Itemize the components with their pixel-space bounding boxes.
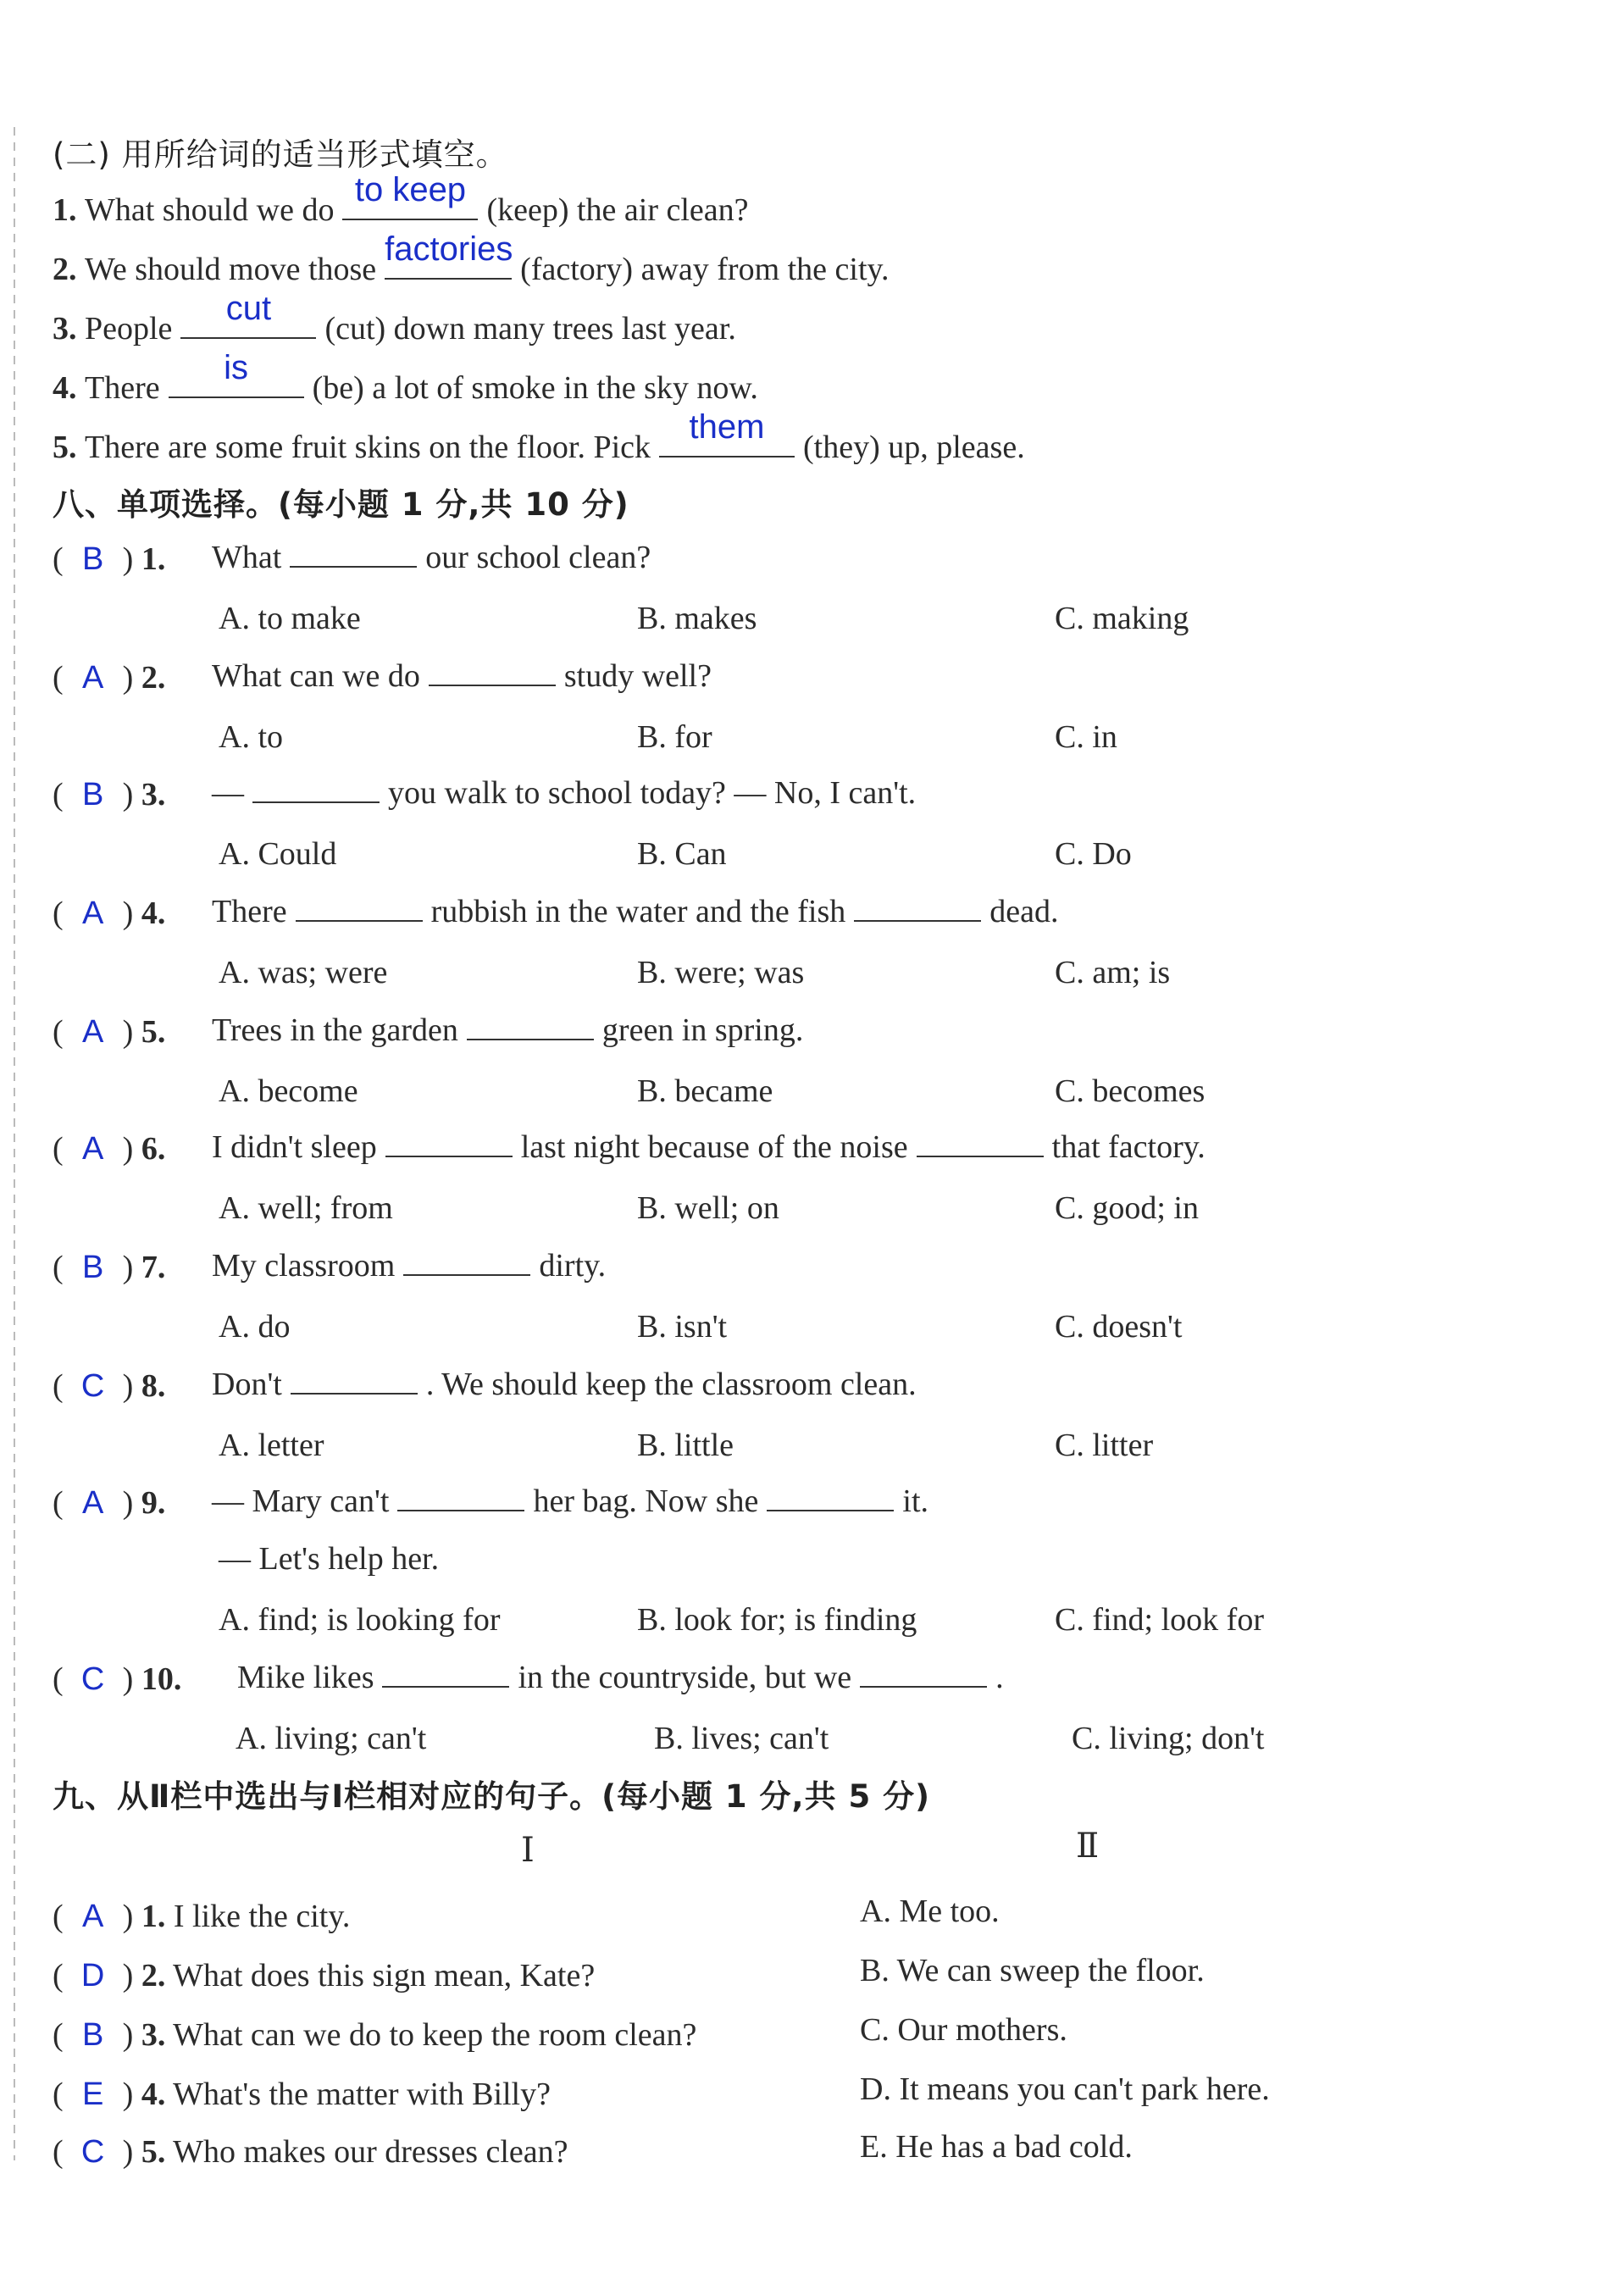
answer-paren — [53, 1957, 595, 1994]
question-number: 8. — [133, 1368, 166, 1404]
handwritten-answer: A — [81, 896, 104, 931]
question-number: 2. — [53, 252, 85, 287]
paren-open: ( — [53, 1958, 64, 1993]
answer-paren — [53, 1661, 181, 1698]
answer-blank[interactable] — [403, 1244, 530, 1276]
answer-paren — [53, 659, 165, 696]
question-number: 4. — [53, 370, 85, 406]
answer-blank[interactable] — [385, 230, 513, 280]
answer-blank[interactable] — [291, 1362, 418, 1395]
match-option[interactable]: A. Me too. — [860, 1894, 1000, 1929]
question-number: 5. — [53, 430, 85, 465]
answer-paren — [53, 895, 165, 932]
question-text: in the countryside, but we — [518, 1660, 852, 1695]
handwritten-answer: is — [224, 349, 249, 386]
choice-question — [212, 890, 1059, 932]
option-a[interactable]: A. living; can't — [236, 1721, 427, 1756]
column-one-header: Ⅰ — [521, 1831, 535, 1869]
match-option[interactable]: C. Our mothers. — [860, 2012, 1067, 2048]
paren-open: ( — [53, 896, 64, 931]
option-a[interactable]: A. well; from — [219, 1190, 393, 1226]
question-extra-line — [219, 1539, 439, 1579]
option-c[interactable]: C. making — [1055, 601, 1189, 636]
answer-paren — [53, 541, 165, 578]
question-number: 5. — [133, 1014, 166, 1050]
question-number: 6. — [133, 1131, 166, 1167]
question-text: — — [212, 775, 244, 811]
option-a[interactable]: A. to — [219, 719, 283, 755]
option-b[interactable]: B. were; was — [637, 955, 805, 990]
answer-blank[interactable] — [296, 890, 423, 922]
option-a[interactable]: A. to make — [219, 601, 361, 636]
option-b[interactable]: B. Can — [637, 836, 727, 872]
answer-blank[interactable] — [854, 890, 981, 922]
handwritten-answer: to keep — [354, 171, 467, 208]
answer-paren — [53, 2133, 568, 2171]
handwritten-answer: A — [81, 1899, 104, 1934]
answer-blank[interactable] — [659, 408, 795, 457]
paren-open: ( — [53, 1899, 64, 1934]
answer-blank[interactable] — [917, 1125, 1044, 1157]
match-option[interactable]: D. It means you can't park here. — [860, 2071, 1270, 2107]
question-text: I didn't sleep — [212, 1129, 377, 1165]
question-number: 5. — [133, 2134, 166, 2170]
option-a[interactable]: A. become — [219, 1073, 358, 1109]
paren-open: ( — [53, 541, 64, 577]
handwritten-answer: cut — [225, 290, 272, 327]
paren-open: ( — [53, 2134, 64, 2170]
question-text: What should we do — [85, 192, 335, 228]
choice-question — [212, 1362, 917, 1405]
question-text: — Mary can't — [212, 1483, 390, 1519]
option-c[interactable]: C. living; don't — [1072, 1721, 1265, 1756]
option-c[interactable]: C. find; look for — [1055, 1602, 1264, 1638]
question-number: 1. — [53, 192, 85, 228]
option-b[interactable]: B. became — [637, 1073, 773, 1109]
margin-line — [14, 127, 15, 2160]
paren-open: ( — [53, 1014, 64, 1050]
handwritten-answer: A — [81, 1014, 104, 1050]
option-c[interactable]: C. doesn't — [1055, 1309, 1183, 1345]
paren-close: ) — [122, 1131, 134, 1167]
option-c[interactable]: C. good; in — [1055, 1190, 1199, 1226]
paren-open: ( — [53, 1368, 64, 1404]
question-number: 10. — [133, 1661, 182, 1697]
question-text: What's the matter with Billy? — [165, 2077, 551, 2112]
paren-close: ) — [122, 1014, 134, 1050]
answer-blank[interactable] — [429, 654, 556, 686]
handwritten-answer: C — [80, 1368, 105, 1404]
section-fill-title: (二) 用所给词的适当形式填空。 — [53, 136, 508, 173]
question-number: 3. — [53, 311, 85, 347]
option-b[interactable]: B. look for; is finding — [637, 1602, 917, 1638]
handwritten-answer: factories — [385, 230, 513, 268]
paren-close: ) — [122, 660, 134, 696]
handwritten-answer: A — [81, 660, 104, 696]
paren-open: ( — [53, 777, 64, 812]
option-a[interactable]: A. do — [219, 1309, 291, 1345]
question-text: There are some fruit skins on the floor. Pick — [85, 430, 651, 465]
answer-blank[interactable] — [252, 771, 380, 803]
answer-blank[interactable] — [290, 535, 417, 568]
paren-close: ) — [122, 1958, 134, 1993]
fill-question — [53, 349, 758, 408]
paren-close: ) — [122, 1368, 134, 1404]
question-text: We should move those — [85, 252, 377, 287]
choice-question — [212, 1125, 1206, 1167]
answer-paren — [53, 1249, 165, 1286]
handwritten-answer: A — [81, 1485, 104, 1521]
answer-paren — [53, 1898, 350, 1935]
answer-blank[interactable] — [180, 290, 316, 339]
paren-open: ( — [53, 1131, 64, 1167]
paren-close: ) — [122, 2134, 134, 2170]
handwritten-answer: C — [80, 1661, 105, 1697]
handwritten-answer: A — [81, 1131, 104, 1167]
choice-question — [212, 654, 712, 696]
option-a[interactable]: A. letter — [219, 1428, 324, 1463]
answer-blank[interactable] — [397, 1479, 524, 1511]
option-c[interactable]: C. Do — [1055, 836, 1132, 872]
question-text: (factory) away from the city. — [520, 252, 890, 287]
answer-blank[interactable] — [860, 1655, 987, 1688]
answer-blank[interactable] — [382, 1655, 509, 1688]
paren-open: ( — [53, 1250, 64, 1285]
question-text: . — [995, 1660, 1004, 1695]
question-text: Who makes our dresses clean? — [165, 2134, 568, 2170]
question-text: (be) a lot of smoke in the sky now. — [312, 370, 758, 406]
option-c[interactable]: C. litter — [1055, 1428, 1154, 1463]
option-b[interactable]: B. isn't — [637, 1309, 728, 1345]
answer-blank[interactable] — [767, 1479, 894, 1511]
answer-paren — [53, 2076, 551, 2113]
question-text: What does this sign mean, Kate? — [165, 1958, 596, 1993]
paren-close: ) — [122, 777, 134, 812]
question-text: (they) up, please. — [803, 430, 1025, 465]
question-number: 3. — [133, 777, 166, 812]
question-number: 1. — [133, 1899, 166, 1934]
paren-open: ( — [53, 660, 64, 696]
section-choice-title: 八、单项选择。(每小题 1 分,共 10 分) — [53, 486, 629, 523]
choice-question — [212, 1244, 606, 1286]
question-text: (cut) down many trees last year. — [324, 311, 736, 347]
paren-close: ) — [122, 1250, 134, 1285]
paren-open: ( — [53, 2077, 64, 2112]
paren-open: ( — [53, 1661, 64, 1697]
question-text: study well? — [563, 658, 712, 694]
match-option[interactable]: E. He has a bad cold. — [860, 2129, 1133, 2165]
question-number: 9. — [133, 1485, 166, 1521]
question-text: I like the city. — [165, 1899, 351, 1934]
handwritten-answer: D — [80, 1958, 105, 1993]
handwritten-answer: B — [81, 541, 104, 577]
option-c[interactable]: C. in — [1055, 719, 1117, 755]
question-text: it. — [902, 1483, 929, 1519]
question-text: her bag. Now she — [533, 1483, 759, 1519]
handwritten-answer: B — [81, 2017, 104, 2053]
match-option[interactable]: B. We can sweep the floor. — [860, 1953, 1205, 1988]
choice-question — [212, 535, 651, 578]
paren-open: ( — [53, 1485, 64, 1521]
question-text: What can we do — [212, 658, 420, 694]
question-text: There — [85, 370, 160, 406]
handwritten-answer: C — [80, 2134, 105, 2170]
question-text: What — [212, 540, 282, 575]
question-text: People — [85, 311, 173, 347]
question-text: (keep) the air clean? — [486, 192, 749, 228]
option-a[interactable]: A. Could — [219, 836, 337, 872]
section-match-title: 九、从Ⅱ栏中选出与Ⅰ栏相对应的句子。(每小题 1 分,共 5 分) — [53, 1778, 931, 1815]
choice-question — [212, 1479, 928, 1522]
answer-paren — [53, 1484, 165, 1522]
question-text: Don't — [212, 1367, 282, 1402]
handwritten-answer: them — [689, 408, 765, 446]
option-b[interactable]: B. lives; can't — [654, 1721, 829, 1756]
question-number: 1. — [133, 541, 166, 577]
question-text: Mike likes — [237, 1660, 374, 1695]
option-c[interactable]: C. am; is — [1055, 955, 1171, 990]
handwritten-answer: B — [81, 777, 104, 812]
answer-blank[interactable] — [467, 1008, 594, 1040]
question-text: rubbish in the water and the fish — [430, 894, 846, 929]
fill-question — [53, 171, 749, 230]
choice-question — [212, 1008, 803, 1051]
question-number: 2. — [133, 1958, 166, 1993]
paren-close: ) — [122, 1661, 134, 1697]
paren-close: ) — [122, 541, 134, 577]
paren-close: ) — [122, 896, 134, 931]
answer-blank[interactable] — [342, 171, 478, 220]
question-text: last night because of the noise — [520, 1129, 908, 1165]
question-text: dead. — [989, 894, 1059, 929]
choice-question — [237, 1655, 1004, 1698]
fill-question — [53, 408, 1025, 468]
option-c[interactable]: C. becomes — [1055, 1073, 1206, 1109]
question-text: that factory. — [1051, 1129, 1206, 1165]
question-number: 3. — [133, 2017, 166, 2053]
paren-open: ( — [53, 2017, 64, 2053]
choice-question — [212, 771, 916, 813]
paren-close: ) — [122, 1485, 134, 1521]
column-two-header: Ⅱ — [1076, 1827, 1100, 1865]
question-number: 4. — [133, 2077, 166, 2112]
question-text: Trees in the garden — [212, 1012, 458, 1048]
answer-blank[interactable] — [169, 349, 304, 398]
paren-close: ) — [122, 2017, 134, 2053]
option-b[interactable]: B. makes — [637, 601, 757, 636]
question-number: 2. — [133, 660, 166, 696]
answer-blank[interactable] — [385, 1125, 513, 1157]
option-a[interactable]: A. was; were — [219, 955, 388, 990]
question-text: green in spring. — [601, 1012, 804, 1048]
fill-question — [53, 290, 736, 349]
answer-paren — [53, 1130, 165, 1167]
fill-question — [53, 230, 890, 290]
question-text: My classroom — [212, 1248, 396, 1284]
answer-paren — [53, 1013, 165, 1051]
handwritten-answer: B — [81, 1250, 104, 1285]
question-number: 7. — [133, 1250, 166, 1285]
handwritten-answer: E — [81, 2077, 104, 2112]
question-text: There — [212, 894, 287, 929]
question-number: 4. — [133, 896, 166, 931]
question-text: you walk to school today? — No, I can't. — [388, 775, 917, 811]
option-a[interactable]: A. find; is looking for — [219, 1602, 501, 1638]
answer-paren — [53, 776, 165, 813]
paren-close: ) — [122, 2077, 134, 2112]
question-text: — Let's help her. — [219, 1541, 440, 1577]
question-text: . We should keep the classroom clean. — [425, 1367, 917, 1402]
option-b[interactable]: B. well; on — [637, 1190, 779, 1226]
answer-paren — [53, 2016, 696, 2054]
question-text: What can we do to keep the room clean? — [165, 2017, 697, 2053]
option-b[interactable]: B. little — [637, 1428, 734, 1463]
answer-paren — [53, 1367, 165, 1405]
question-text: dirty. — [539, 1248, 607, 1284]
option-b[interactable]: B. for — [637, 719, 712, 755]
paren-close: ) — [122, 1899, 134, 1934]
question-text: our school clean? — [425, 540, 651, 575]
